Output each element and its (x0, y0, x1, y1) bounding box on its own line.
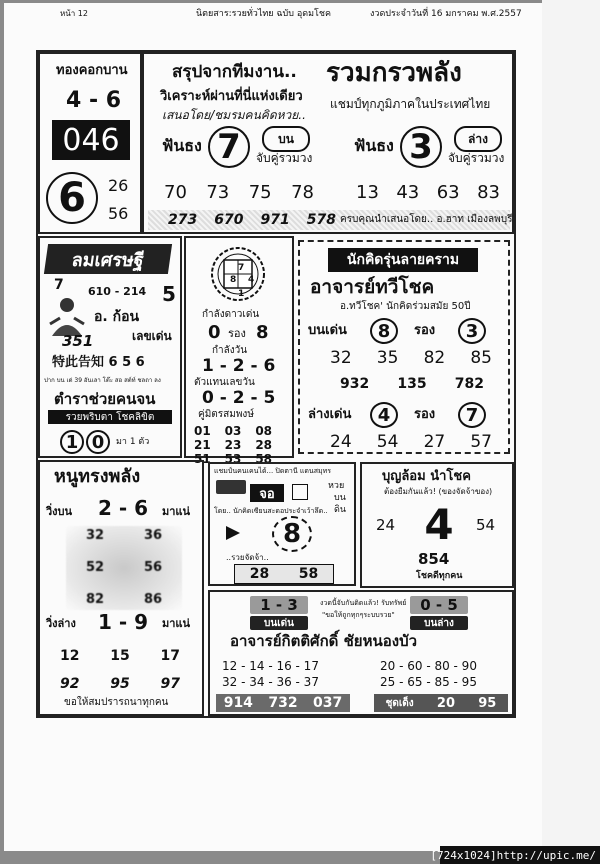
creator-line: โดย.. นักคิดเซียนสะดอประจำเว้าลึด.. (214, 507, 328, 515)
bottom-row-two (60, 676, 180, 692)
number: 35 (376, 348, 399, 368)
top-run-label: วิ่งบน (46, 505, 73, 518)
right-forecast-label: ฟันธง (354, 136, 394, 155)
mid-left-panel (38, 236, 182, 458)
three-digit: 670 (214, 212, 244, 228)
mid-right-panel (298, 240, 510, 454)
boonlom-title: บุญล้อม นำโชค (382, 469, 471, 484)
bottom-panel (208, 590, 514, 716)
top-run-sequence: 2 - 6 (98, 496, 149, 520)
left-forecast-label: ฟันธง (162, 136, 202, 155)
mid-center-panel (184, 236, 294, 466)
number: 92 (60, 676, 80, 692)
bottom-lead-digit: 4 (370, 402, 398, 428)
number: 54 (376, 432, 399, 452)
champion-line: แชมป์ทุกภูมิภาคในประเทศไทย (330, 97, 491, 111)
star-sub-digit: 8 (256, 322, 269, 343)
pair: 58 (298, 566, 319, 582)
final-set-label: ชุดเด็ง (385, 697, 414, 709)
side-number-a: 26 (108, 176, 129, 195)
right-pair-badge: 0 - 5 (410, 596, 468, 614)
digit-five: 5 (162, 282, 176, 306)
left-number: 24 (376, 516, 396, 534)
pair: 23 (224, 438, 242, 452)
star-main-digit: 0 (208, 322, 221, 343)
nu-songphalang-title: หนูทรงพลัง (54, 466, 141, 487)
left-forecast-digit: 7 (208, 126, 250, 168)
wheel-digit: 7 (238, 263, 245, 273)
side-number-b: 56 (108, 204, 129, 223)
day-power-label: กำลังวัน (212, 345, 248, 356)
wheel-digit: 1 (238, 289, 245, 299)
bottom-row-one (60, 648, 180, 664)
bottom-number-row (330, 432, 492, 452)
side-word: ดิน (334, 505, 346, 515)
lucky-digit: 8 (272, 516, 312, 552)
row-two-right: 25 - 65 - 85 - 95 (380, 675, 477, 689)
digit-zero: 0 (86, 430, 110, 454)
low-left-panel (38, 460, 204, 716)
pair: 86 (143, 592, 163, 607)
number: 75 (248, 182, 272, 203)
number: 70 (164, 182, 187, 203)
wish-note: ขอให้สมปรารถนาทุกคน (64, 697, 169, 708)
day-representative-label: ตัวแทนเลขวัน (194, 377, 255, 388)
low-right-panel (360, 462, 514, 588)
three-digit-lead: 351 (62, 332, 94, 350)
lead-number-label: เลขเด่น (132, 329, 172, 343)
pair: 36 (143, 528, 163, 543)
middle-note-one: งวดนี้จับกันติดแล้ว! รับทรัพย์ (320, 599, 407, 607)
wheel-digit: 8 (230, 275, 237, 285)
upper-tag: บน (262, 126, 310, 152)
champion-header: แชมป์นคนเคนได้... ปิดตานี แดนสมุทร (214, 467, 331, 475)
ajarn-thawichok: อาจารย์ทวีโชค (310, 276, 435, 298)
three-digit-strip (216, 694, 350, 712)
row-two-left: 32 - 34 - 36 - 37 (222, 675, 319, 689)
left-number-row (164, 182, 314, 203)
top-lead-digit: 8 (370, 318, 398, 344)
combined-power-title: รวมกรวพลัง (326, 58, 462, 88)
pair: 56 (143, 560, 163, 575)
ajarn-name: อ. ก้อน (94, 309, 140, 325)
top-pairs-grid (66, 526, 182, 610)
number: 13 (356, 182, 379, 203)
row-one-left: 12 - 14 - 16 - 17 (222, 659, 319, 673)
analysis-subtitle: วิเคราะห์ผ่านที่นี่แห่งเดียว (160, 89, 303, 104)
final-pair: 20 (436, 695, 456, 711)
top-lead-label: บนเด่น (308, 323, 347, 338)
top-sure-label: มาแน่ (162, 505, 191, 518)
pair: 01 (194, 424, 211, 438)
jo-badge: จอ (250, 484, 284, 502)
friend-pairs-label: คู่มิตรสมพงษ์ (198, 409, 254, 420)
final-pair: 95 (478, 695, 497, 711)
lom-setthi-logo: ลมเศรษฐี (44, 244, 172, 274)
good-luck-tag: โชคดีทุกคน (416, 571, 463, 581)
watermark-bar (430, 846, 600, 864)
gun-icon (216, 480, 246, 494)
number: 32 (330, 348, 352, 368)
number: 95 (110, 676, 130, 692)
three-digit: 135 (397, 376, 427, 392)
top-secondary-digit: 3 (458, 318, 486, 344)
big-digit: 6 (46, 172, 98, 224)
number: 24 (330, 432, 352, 452)
chinese-line: 特此告知 6 5 6 (52, 355, 145, 370)
digit-note: มา 1 ตัว (116, 437, 150, 447)
day-power-sequence: 1 - 2 - 6 (202, 356, 276, 376)
right-number-row (356, 182, 500, 203)
top-secondary-label: รอง (414, 323, 436, 338)
number: 97 (160, 676, 180, 692)
team-summary-title: สรุปจากทีมงาน.. (172, 62, 297, 82)
pair: 52 (85, 560, 105, 575)
bottom-lead-label: ล่างเด่น (308, 407, 352, 422)
bottom-secondary-label: รอง (414, 407, 436, 422)
star-power-label: กำลังดาวเด่น (202, 309, 260, 320)
three-digit: 854 (418, 550, 450, 568)
pair: 51 (194, 452, 211, 466)
small-text: ปาก บน เด่ 39 อันเลา โต๊ะ สอ สต์ท์ ชลถา ลง (44, 377, 161, 384)
pair: 53 (224, 452, 242, 466)
top-main-panel (142, 52, 514, 234)
bottom-sure-label: มาแน่ (162, 617, 191, 630)
number: 85 (470, 348, 492, 368)
left-pair-badge: 1 - 3 (250, 596, 308, 614)
right-pair-tag: บนล่าง (410, 616, 468, 630)
three-digit: 037 (313, 695, 343, 711)
secondary-label: รอง (228, 327, 246, 340)
three-digit: 932 (340, 376, 370, 392)
presenter-line: เสนอโดย/ชมรมคนคิดหวย.. (162, 108, 306, 122)
number: 63 (436, 182, 460, 203)
pair: 58 (255, 452, 273, 466)
three-digit-box: 046 (52, 120, 130, 160)
row-one-right: 20 - 60 - 80 - 90 (380, 659, 477, 673)
three-digit: 914 (223, 695, 253, 711)
number: 83 (477, 182, 500, 203)
pair: 03 (224, 424, 242, 438)
three-digit: 732 (268, 695, 298, 711)
ajarn-subtitle: อ.ทวีโชค' นักคิดร่วมสมัย 50ปี (340, 301, 471, 312)
issue-date: งวดประจำวันที่ 16 มกราคม พ.ศ.2557 (370, 9, 522, 19)
right-forecast-digit: 3 (400, 126, 442, 168)
left-pair-label: จับคู่รวมวง (256, 151, 313, 165)
publication-name: นิตยสาร:รวยทั่วไทย ฉบับ อุดมโชค (196, 9, 331, 19)
big-lucky-digit: 4 (424, 499, 454, 549)
number: 73 (206, 182, 230, 203)
watermark-text: [724x1024]http://upic.me/ (430, 848, 596, 862)
pair: 28 (249, 566, 270, 582)
three-digit: 273 (168, 212, 198, 228)
bottom-secondary-digit: 7 (458, 402, 486, 428)
digit-seven: 7 (54, 277, 64, 293)
three-digit-strip (148, 210, 513, 230)
right-number: 54 (476, 516, 496, 534)
help-book-subtitle: รวยพริบตา โชคลิขิต (48, 410, 172, 424)
low-center-panel (208, 462, 356, 586)
day-representative-sequence: 0 - 2 - 5 (202, 388, 276, 408)
page-number: หน้า 12 (60, 9, 88, 18)
wheel-digit: 4 (248, 275, 255, 285)
middle-note-two: "ขอให้ถูกทุกๆระบบรวย" (322, 611, 395, 619)
pair: 82 (85, 592, 105, 607)
top-left-panel (38, 52, 142, 234)
three-digit: 971 (260, 212, 290, 228)
number: 15 (110, 648, 130, 664)
number: 17 (160, 648, 180, 664)
arrow-icon (226, 526, 240, 540)
three-digit: 782 (454, 376, 484, 392)
final-set-strip (374, 694, 508, 712)
bottom-run-label: วิ่งล่าง (46, 617, 76, 630)
three-digit-row (340, 376, 484, 392)
help-book-title: ตำราช่วยคนจน (54, 390, 156, 408)
number: 12 (60, 648, 80, 664)
lower-tag: ล่าง (454, 126, 502, 152)
rich-label: ..รวยจัดจ้า.. (226, 553, 269, 562)
boonlom-subtitle: ต้องยืมกันแล้ว! (ของจัดจ้าของ) (384, 487, 493, 496)
number: 82 (423, 348, 446, 368)
top-number-row (330, 348, 492, 368)
veteran-banner: นักคิดรุ่นลายคราม (328, 248, 478, 272)
panel-label: ทองคอกบาน (56, 63, 128, 78)
left-pair-tag: บนเด่น (250, 616, 308, 630)
number: 78 (291, 182, 314, 203)
bottom-run-sequence: 1 - 9 (98, 610, 149, 634)
side-word: หวย (328, 481, 345, 491)
top-pair: 4 - 6 (66, 88, 122, 113)
number: 57 (470, 432, 492, 452)
side-word: บน (334, 493, 346, 503)
pair-strip (234, 564, 334, 584)
pair: 08 (255, 424, 273, 438)
number: 43 (396, 182, 420, 203)
number: 27 (423, 432, 446, 452)
pair: 21 (194, 438, 211, 452)
margin-strip (542, 0, 600, 864)
stamp-icon (292, 484, 308, 500)
pair: 32 (85, 528, 105, 543)
right-pair-label: จับคู่รวมวง (448, 151, 505, 165)
top-number-pair: 610 - 214 (88, 285, 147, 298)
credit-line: ครบคุณนำเสนอโดย.. อ.ฮาท เมืองลพบุรี (340, 214, 513, 225)
ajarn-kittisak: อาจารย์กิตติศักดิ์ ชัยหนองบัว (230, 632, 418, 650)
pair: 28 (255, 438, 273, 452)
three-digit: 578 (306, 212, 336, 228)
friend-pairs-grid (194, 424, 286, 466)
digit-one: 1 (60, 430, 84, 454)
